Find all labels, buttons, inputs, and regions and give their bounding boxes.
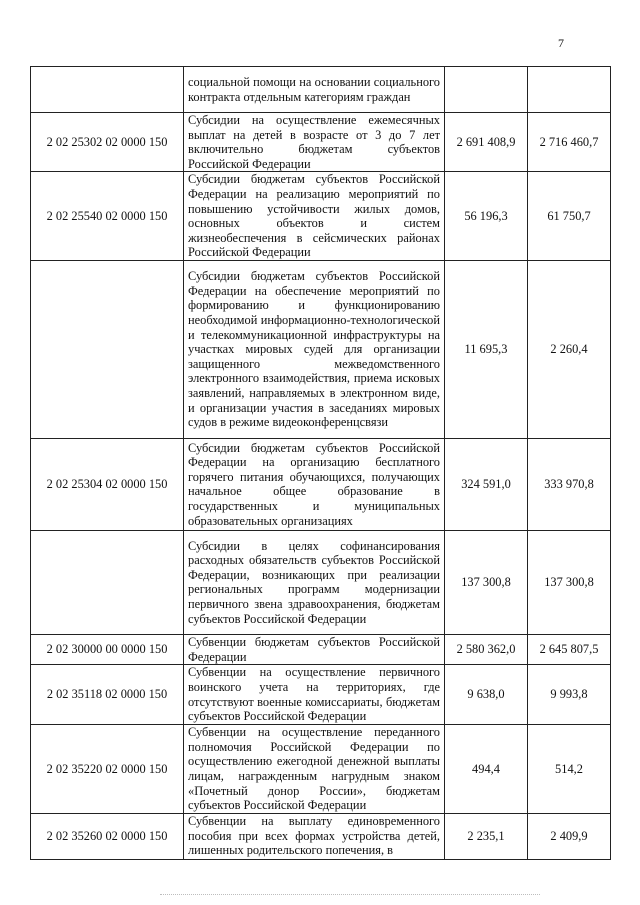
value-2-cell: 333 970,8 (528, 438, 611, 530)
description-cell: Субсидии в целях софинансирования расходных обязательств субъектов Российской Федерации, возникающих при реализации региональных программ модернизации первичного звена здравоохранения, бюджетам субъектов Российской Федерации (184, 530, 445, 634)
value-1-cell: 9 638,0 (445, 665, 528, 725)
description-cell: Субсидии на осуществление ежемесячных выплат на детей в возрасте от 3 до 7 лет включительно бюджетам субъектов Российской Федерации (184, 113, 445, 172)
table-row (31, 67, 611, 113)
budget-revenue-table (30, 66, 611, 860)
description-cell: Субсидии бюджетам субъектов Российской Федерации на обеспечение мероприятий по формированию и функционированию необходимой информационно-технологической и телекоммуникационной инфраструктуры на участках мировых судей для организации защищенного межведомственного электронного взаимодействия, приема исковых заявлений, направляемых в электронном виде, и организации участия в заседаниях мировых судов в режиме видеоконференцсвязи (184, 260, 445, 438)
value-2-cell: 137 300,8 (528, 530, 611, 634)
description-cell: Субвенции бюджетам субъектов Российской Федерации (184, 634, 445, 664)
value-1-cell: 56 196,3 (445, 172, 528, 261)
value-2-cell: 2 260,4 (528, 260, 611, 438)
scan-artifact-line (160, 894, 540, 896)
budget-code-cell: 2 02 35220 02 0000 150 (31, 725, 184, 814)
value-2-cell: 2 409,9 (528, 813, 611, 859)
table-row (31, 438, 611, 530)
page-number: 7 (558, 36, 564, 50)
value-1-cell: 494,4 (445, 725, 528, 814)
budget-code-cell: 2 02 35118 02 0000 150 (31, 665, 184, 725)
value-1-cell: 2 235,1 (445, 813, 528, 859)
value-2-cell: 9 993,8 (528, 665, 611, 725)
table-row (31, 530, 611, 634)
budget-code-cell: 2 02 25304 02 0000 150 (31, 438, 184, 530)
value-1-cell: 324 591,0 (445, 438, 528, 530)
table-row (31, 634, 611, 664)
description-cell: Субвенции на осуществление переданного полномочия Российской Федерации по осуществлению ежегодной денежной выплаты лицам, награжденным нагрудным знаком «Почетный донор России», бюджетам субъектов Российской Федерации (184, 725, 445, 814)
value-1-cell: 137 300,8 (445, 530, 528, 634)
budget-code-cell: 2 02 25540 02 0000 150 (31, 172, 184, 261)
table-row (31, 172, 611, 261)
value-2-cell: 61 750,7 (528, 172, 611, 261)
budget-code-cell: 2 02 25302 02 0000 150 (31, 113, 184, 172)
description-cell: Субвенции на осуществление первичного воинского учета на территориях, где отсутствуют военные комиссариаты, бюджетам субъектов Российской Федерации (184, 665, 445, 725)
table-row (31, 813, 611, 859)
value-2-cell: 514,2 (528, 725, 611, 814)
value-1-cell: 11 695,3 (445, 260, 528, 438)
value-1-cell: 2 580 362,0 (445, 634, 528, 664)
budget-code-cell (31, 260, 184, 438)
description-cell: Субвенции на выплату единовременного пособия при всех формах устройства детей, лишенных родительского попечения, в (184, 813, 445, 859)
table-row (31, 665, 611, 725)
description-cell: Субсидии бюджетам субъектов Российской Федерации на организацию бесплатного горячего питания обучающихся, получающих начальное общее образование в государственных и муниципальных образовательных организациях (184, 438, 445, 530)
budget-code-cell (31, 530, 184, 634)
description-cell: социальной помощи на основании социального контракта отдельным категориям граждан (184, 67, 445, 113)
table-row (31, 113, 611, 172)
budget-code-cell: 2 02 30000 00 0000 150 (31, 634, 184, 664)
budget-code-cell: 2 02 35260 02 0000 150 (31, 813, 184, 859)
value-2-cell: 2 645 807,5 (528, 634, 611, 664)
value-2-cell: 2 716 460,7 (528, 113, 611, 172)
table-row (31, 260, 611, 438)
table-row (31, 725, 611, 814)
budget-code-cell (31, 67, 184, 113)
description-cell: Субсидии бюджетам субъектов Российской Федерации на реализацию мероприятий по повышению устойчивости жилых домов, основных объектов и систем жизнеобеспечения в сейсмических районах Российской Федерации (184, 172, 445, 261)
value-2-cell (528, 67, 611, 113)
value-1-cell: 2 691 408,9 (445, 113, 528, 172)
value-1-cell (445, 67, 528, 113)
